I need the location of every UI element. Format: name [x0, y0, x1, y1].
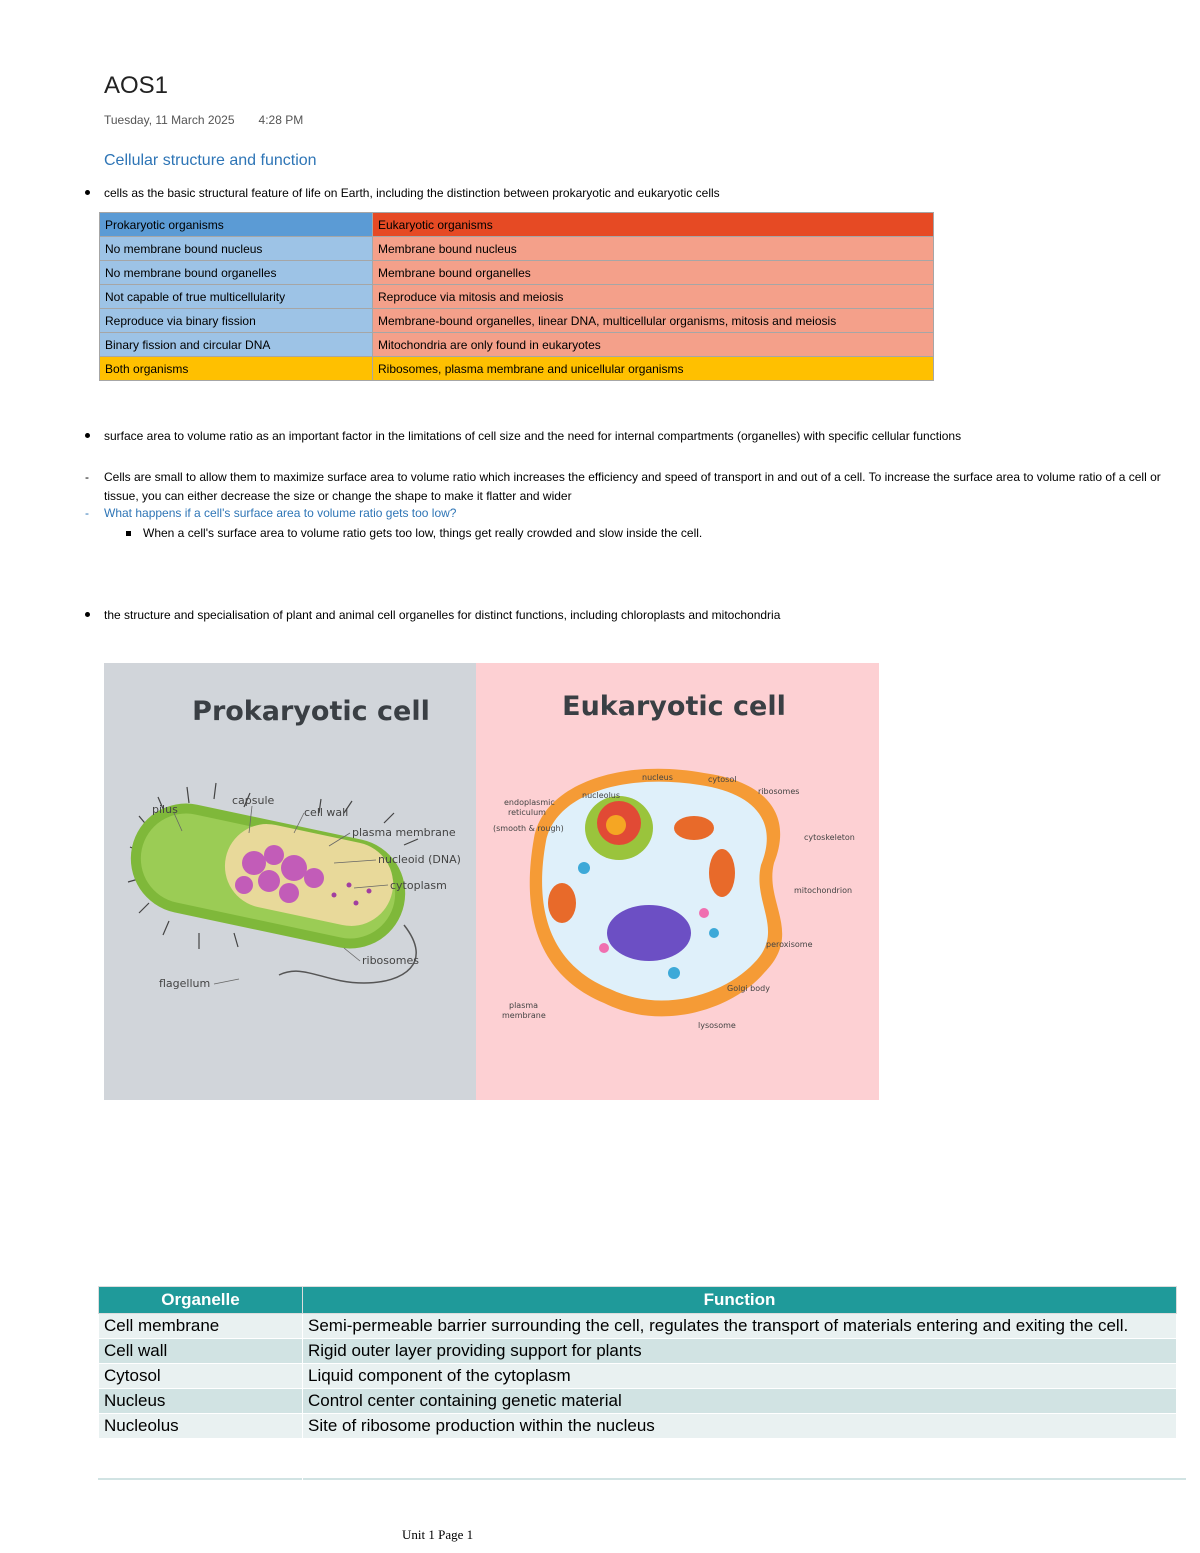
note-paragraph [85, 468, 1194, 506]
label-er-2: reticulum [508, 808, 546, 817]
table-row [100, 237, 934, 261]
table-row [100, 285, 934, 309]
eukaryotic-title: Eukaryotic cell [562, 691, 786, 722]
bullet-item [104, 607, 780, 623]
dash-marker: - [85, 506, 89, 520]
label-capsule: capsule [232, 794, 275, 807]
label-nucleolus: nucleolus [582, 791, 621, 800]
table-cell: Site of ribosome production within the nucleus [303, 1414, 1177, 1439]
table-row [99, 1364, 1177, 1389]
page-date: Tuesday, 11 March 2025 [104, 113, 235, 127]
note-text: Cells are small to allow them to maximize surface area to volume ratio which increases the efficiency and speed of transport in and out of a cell. To increase the surface area to volume ratio of a cell or tissue, you can either decrease the size or change the shape to make it flatter and wider [104, 470, 1161, 503]
label-cytosol: cytosol [708, 775, 737, 784]
note-question [85, 506, 457, 520]
label-cytoskeleton: cytoskeleton [804, 833, 855, 842]
table-cell: Prokaryotic organisms [100, 213, 373, 237]
label-plasma-membrane: plasma membrane [352, 826, 456, 839]
label-lysosome: lysosome [698, 1021, 736, 1030]
bullet-text: surface area to volume ratio as an important factor in the limitations of cell size and the need for internal compartments (organelles) with specific cellular functions [104, 429, 962, 443]
label-plasma-1: plasma [509, 1001, 539, 1010]
bullet-text: the structure and specialisation of plant and animal cell organelles for distinct functions, including chloroplasts and mitochondria [104, 608, 781, 622]
table-cell: Nucleus [99, 1389, 303, 1414]
table-cell: Rigid outer layer providing support for plants [303, 1339, 1177, 1364]
label-er-1: endoplasmic [504, 798, 555, 807]
table-cell: Both organisms [100, 357, 373, 381]
label-mitochondrion: mitochondrion [794, 886, 853, 895]
label-plasma-2: membrane [502, 1011, 546, 1020]
dash-marker: - [85, 470, 89, 484]
table-row [99, 1389, 1177, 1414]
table-cell: Cell membrane [99, 1314, 303, 1339]
table-row [99, 1314, 1177, 1339]
table-row [99, 1414, 1177, 1439]
label-nucleoid: nucleoid (DNA) [378, 853, 461, 866]
table-cell: Control center containing genetic material [303, 1389, 1177, 1414]
table-cell: Membrane bound nucleus [373, 237, 934, 261]
prokaryotic-title: Prokaryotic cell [192, 696, 430, 727]
table-cell: Not capable of true multicellularity [100, 285, 373, 309]
table-cell: Reproduce via mitosis and meiosis [373, 285, 934, 309]
animal-cell-illustration [530, 769, 782, 1017]
table-header-row [99, 1287, 1177, 1314]
page-meta [104, 113, 303, 127]
table-row [100, 357, 934, 381]
square-bullet [126, 531, 131, 536]
table-cell: Mitochondria are only found in eukaryotes [373, 333, 934, 357]
header-organelle: Organelle [99, 1287, 303, 1314]
organelle-table [98, 1286, 1177, 1439]
section-heading: Cellular structure and function [104, 152, 317, 169]
label-er-3: (smooth & rough) [493, 824, 564, 833]
label-ribosomes: ribosomes [362, 954, 419, 967]
label-peroxisome: peroxisome [766, 940, 813, 949]
label-flagellum: flagellum [159, 977, 211, 990]
table-row [100, 213, 934, 237]
table-cell: Liquid component of the cytoplasm [303, 1364, 1177, 1389]
header-function: Function [303, 1287, 1177, 1314]
label-cytoplasm: cytoplasm [390, 879, 447, 892]
bullet-dot [85, 612, 90, 617]
table-cell: Eukaryotic organisms [373, 213, 934, 237]
answer-text: When a cell's surface area to volume ratio gets too low, things get really crowded and slow inside the cell. [143, 526, 703, 540]
table-cell: Membrane-bound organelles, linear DNA, multicellular organisms, mitosis and meiosis [373, 309, 934, 333]
bullet-item [104, 428, 961, 444]
table-row [100, 261, 934, 285]
label-pilus: pilus [152, 803, 178, 816]
table-continuation [303, 1478, 1186, 1480]
table-cell: Ribosomes, plasma membrane and unicellular organisms [373, 357, 934, 381]
page-time: 4:28 PM [258, 113, 304, 127]
bullet-dot [85, 190, 90, 195]
table-row [100, 333, 934, 357]
table-cell: Nucleolus [99, 1414, 303, 1439]
label-nucleus: nucleus [642, 773, 673, 782]
bullet-dot [85, 433, 90, 438]
table-cell: No membrane bound organelles [100, 261, 373, 285]
table-continuation [98, 1478, 302, 1480]
label-ribosomes-euk: ribosomes [758, 787, 800, 796]
table-cell: Semi-permeable barrier surrounding the cell, regulates the transport of materials entering and exiting the cell. [303, 1314, 1177, 1339]
question-text: What happens if a cell's surface area to volume ratio gets too low? [104, 506, 457, 520]
bullet-item [104, 185, 720, 201]
table-cell: Binary fission and circular DNA [100, 333, 373, 357]
cell-comparison-figure [104, 663, 879, 1100]
bullet-text: cells as the basic structural feature of life on Earth, including the distinction between prokaryotic and eukaryotic cells [104, 186, 720, 200]
table-row [99, 1339, 1177, 1364]
table-cell: Cell wall [99, 1339, 303, 1364]
table-cell: Reproduce via binary fission [100, 309, 373, 333]
table-cell: Cytosol [99, 1364, 303, 1389]
table-cell: No membrane bound nucleus [100, 237, 373, 261]
table-row [100, 309, 934, 333]
page-footer: Unit 1 Page 1 [402, 1527, 474, 1542]
note-answer [143, 526, 702, 540]
label-cell-wall: cell wall [304, 806, 349, 819]
page-title: AOS1 [104, 72, 169, 99]
label-golgi: Golgi body [727, 984, 770, 993]
table-cell: Membrane bound organelles [373, 261, 934, 285]
comparison-table [99, 212, 934, 381]
